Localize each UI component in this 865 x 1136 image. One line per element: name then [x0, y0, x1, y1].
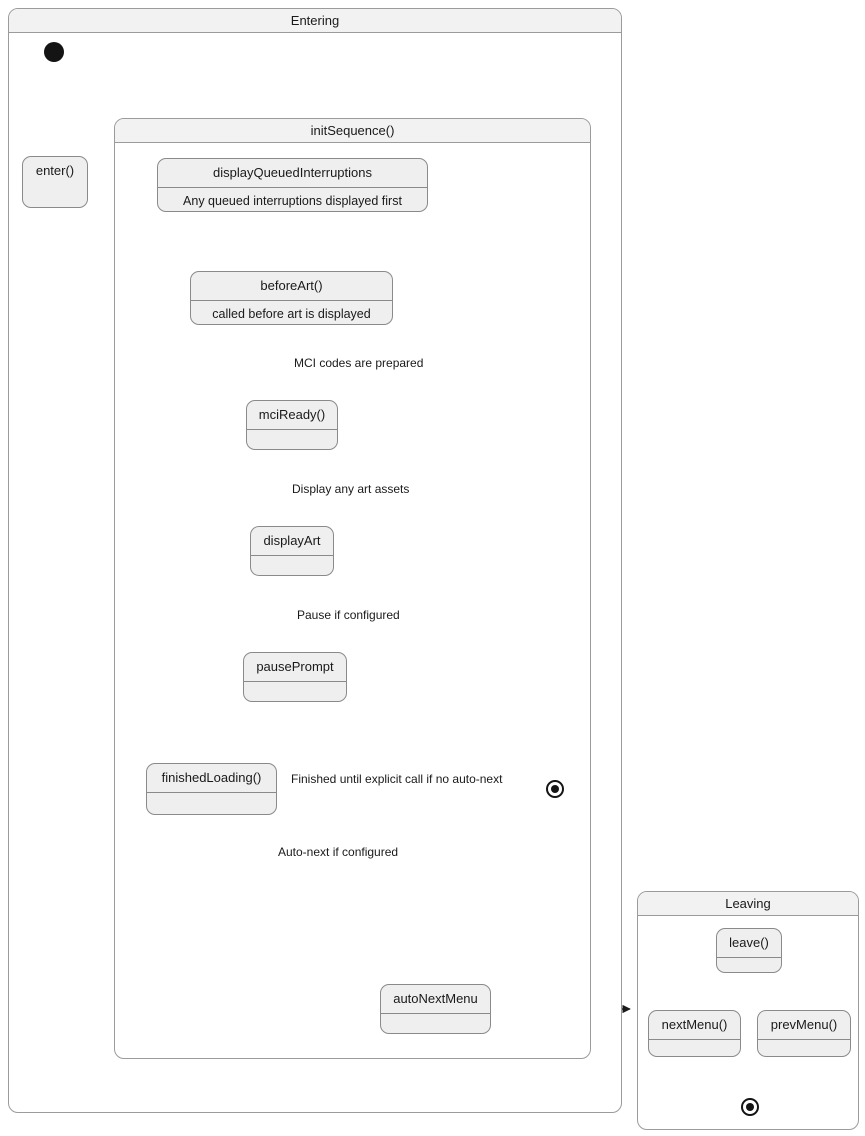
state-before-art-desc: called before art is displayed — [212, 307, 371, 321]
state-display-art-desc — [251, 556, 333, 574]
state-enter[interactable] — [22, 156, 88, 208]
edge-label-pause-if-configured: Pause if configured — [297, 608, 400, 622]
state-display-queued-interruptions-desc: Any queued interruptions displayed first — [183, 194, 402, 208]
state-mci-ready-desc — [247, 430, 337, 448]
state-leave-desc — [717, 958, 781, 973]
state-mci-ready-label: mciReady() — [247, 401, 337, 430]
state-finished-loading-label: finishedLoading() — [147, 764, 276, 793]
state-finished-loading[interactable] — [146, 763, 277, 815]
state-next-menu[interactable] — [648, 1010, 741, 1057]
final-state-node-leaving — [741, 1098, 759, 1116]
state-leave[interactable] — [716, 928, 782, 973]
state-before-art-label: beforeArt() — [191, 272, 392, 301]
state-finished-loading-desc — [147, 793, 276, 811]
state-prev-menu-label: prevMenu() — [758, 1011, 850, 1040]
final-state-node-main — [546, 780, 564, 798]
state-mci-ready[interactable] — [246, 400, 338, 450]
initial-state-node — [44, 42, 64, 62]
frame-leaving-title: Leaving — [638, 892, 858, 916]
state-auto-next-menu-label: autoNextMenu — [381, 985, 490, 1014]
state-display-art[interactable] — [250, 526, 334, 576]
frame-entering-title: Entering — [9, 9, 621, 33]
state-before-art[interactable] — [190, 271, 393, 325]
edge-label-auto-next-if-configured: Auto-next if configured — [278, 845, 399, 859]
state-next-menu-label: nextMenu() — [649, 1011, 740, 1040]
edge-label-display-art-assets: Display any art assets — [292, 482, 410, 496]
state-auto-next-menu[interactable] — [380, 984, 491, 1034]
edge-label-mci-codes-prepared: MCI codes are prepared — [294, 356, 424, 370]
state-display-queued-interruptions[interactable] — [157, 158, 428, 212]
state-enter-label: enter() — [35, 163, 75, 178]
edge-label-finished-until-explicit-call: Finished until explicit call if no auto-next — [291, 772, 503, 786]
frame-initsequence — [114, 118, 591, 1059]
frame-initsequence-title: initSequence() — [115, 119, 590, 143]
state-pause-prompt-label: pausePrompt — [244, 653, 346, 682]
state-display-art-label: displayArt — [251, 527, 333, 556]
state-pause-prompt-desc — [244, 682, 346, 700]
state-auto-next-menu-desc — [381, 1014, 490, 1032]
state-leave-label: leave() — [717, 929, 781, 958]
state-pause-prompt[interactable] — [243, 652, 347, 702]
state-display-queued-interruptions-label: displayQueuedInterruptions — [158, 159, 427, 188]
state-prev-menu-desc — [758, 1040, 850, 1057]
state-prev-menu[interactable] — [757, 1010, 851, 1057]
state-next-menu-desc — [649, 1040, 740, 1057]
